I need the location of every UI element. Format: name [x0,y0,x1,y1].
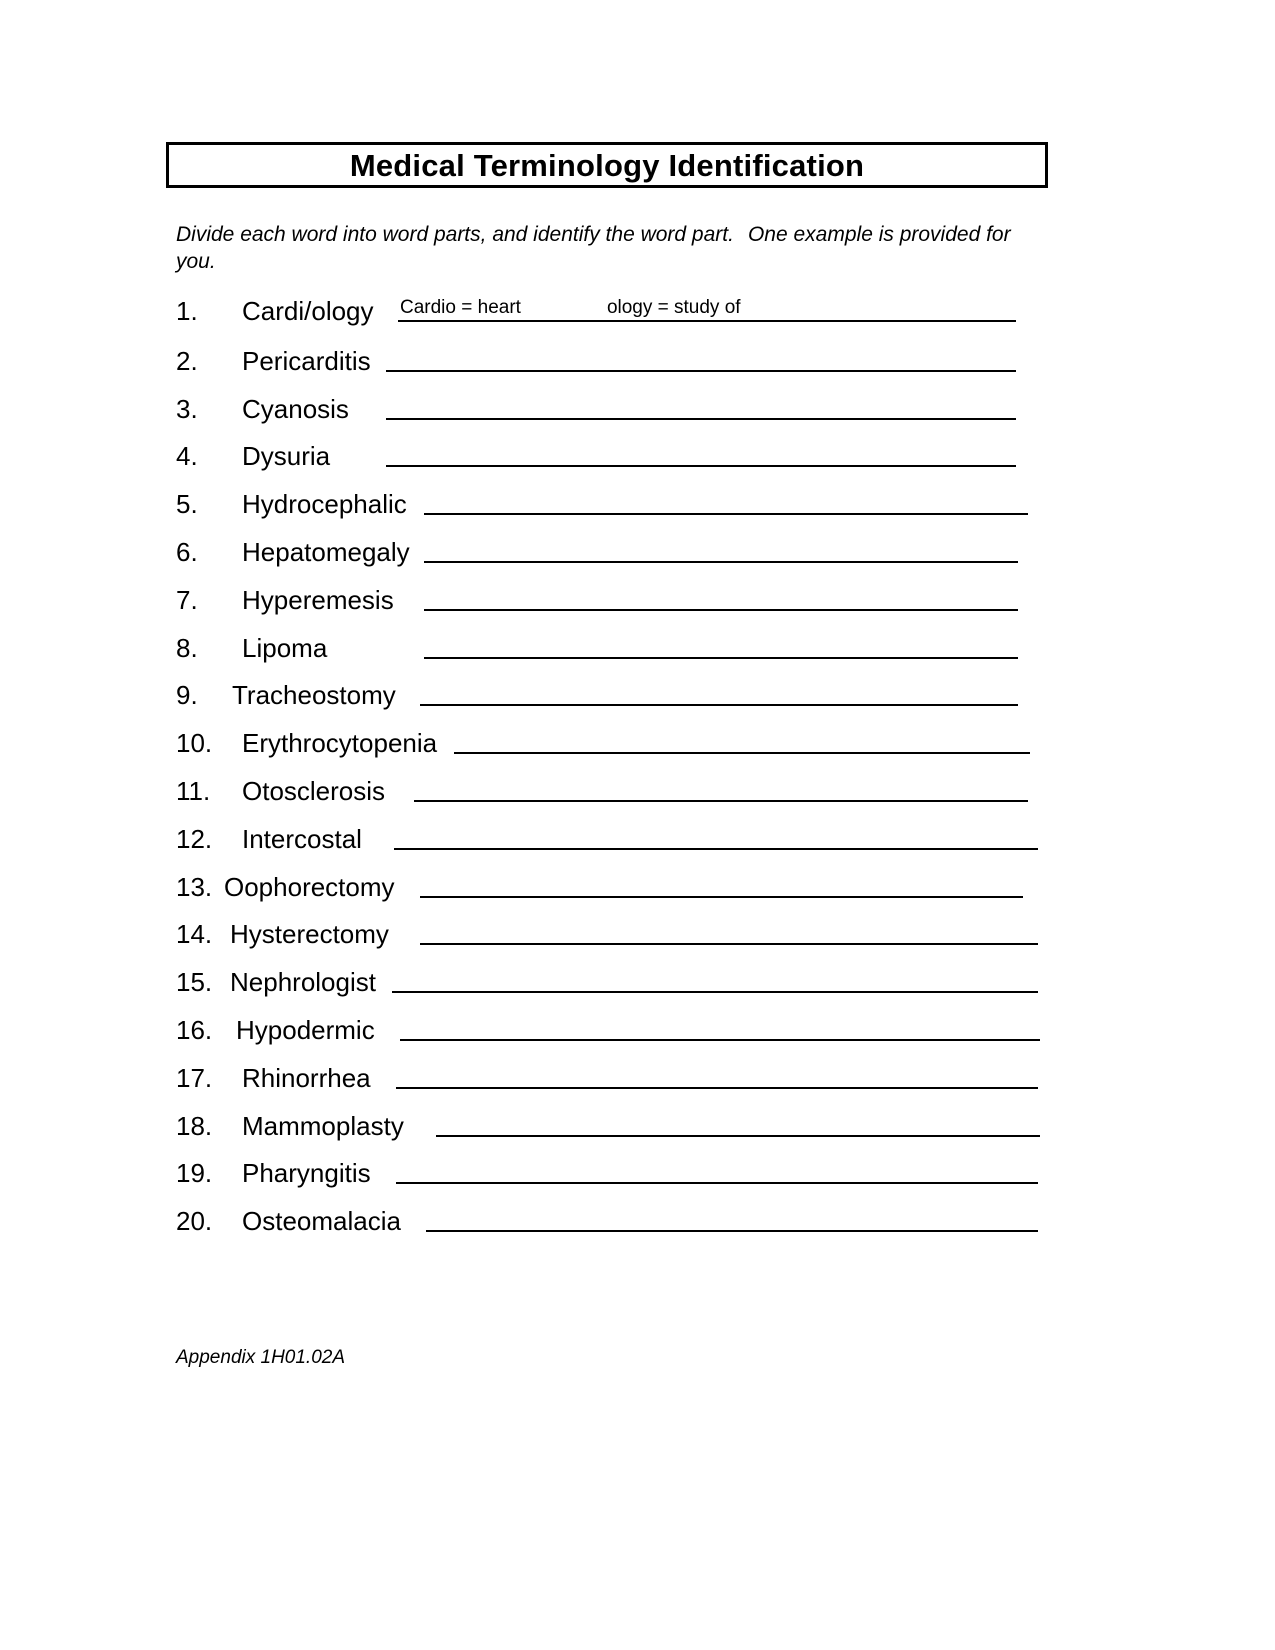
medical-term: Osteomalacia [242,1206,401,1237]
answer-line-blank[interactable] [392,965,1038,991]
medical-term: Mammoplasty [242,1110,404,1141]
item-number: 12. [176,823,213,854]
page-title: Medical Terminology Identification [349,147,865,183]
list-item [176,822,1056,870]
answer-word-part-2: ology = study of [606,297,741,318]
medical-term: Hypodermic [236,1014,375,1045]
answer-word-part-1: Cardio = heart [400,297,521,318]
list-item [176,535,1056,583]
answer-line-blank[interactable] [424,583,1018,609]
medical-term: Oophorectomy [224,871,395,902]
answer-text [400,297,741,319]
item-number: 7. [176,584,198,615]
answer-line-blank[interactable] [424,631,1018,657]
answer-line-blank[interactable] [426,1204,1038,1230]
answer-line-blank[interactable] [424,487,1028,513]
list-item [176,344,1056,392]
answer-line-blank[interactable] [420,870,1023,896]
answer-line-filled[interactable] [398,299,1016,320]
answer-line-blank[interactable] [420,917,1038,943]
item-number: 11. [176,775,211,806]
answer-line-blank[interactable] [386,344,1016,370]
item-number: 20. [176,1206,213,1237]
answer-line-blank[interactable] [396,1156,1038,1182]
medical-term: Lipoma [242,632,328,663]
terminology-list [176,296,1056,1252]
medical-term: Pericarditis [242,345,371,376]
answer-line-blank[interactable] [424,535,1018,561]
list-item [176,583,1056,631]
list-item [176,487,1056,535]
item-number: 18. [176,1110,213,1141]
list-item [176,870,1056,918]
list-item [176,774,1056,822]
answer-line-blank[interactable] [394,822,1038,848]
medical-term: Rhinorrhea [242,1062,371,1093]
item-number: 19. [176,1158,213,1189]
medical-term: Otosclerosis [242,775,386,806]
answer-line-blank[interactable] [454,726,1030,752]
item-number: 8. [176,632,198,663]
list-item [176,1109,1056,1157]
list-item [176,965,1056,1013]
answer-line-blank[interactable] [386,392,1016,418]
answer-line-blank[interactable] [400,1013,1040,1039]
item-number: 1. [176,296,198,326]
list-item [176,1156,1056,1204]
item-number: 6. [176,536,198,567]
item-number: 17. [176,1062,213,1093]
medical-term: Pharyngitis [242,1158,371,1189]
appendix-footer: Appendix 1H01.02A [176,1347,346,1368]
medical-term: Cyanosis [242,393,349,424]
answer-line-blank[interactable] [414,774,1028,800]
list-item [176,678,1056,726]
list-item [176,917,1056,965]
instructions-paragraph [176,221,1036,276]
medical-term: Intercostal [242,823,362,854]
item-number: 9. [176,680,198,711]
list-item [176,726,1056,774]
medical-term: Tracheostomy [232,680,396,711]
medical-term: Cardi/ology [242,296,374,326]
item-number: 14. [176,919,213,950]
list-item [176,296,1056,344]
list-item [176,1061,1056,1109]
item-number: 10. [176,728,213,759]
answer-line-blank[interactable] [386,439,1016,465]
medical-term: Hysterectomy [230,919,389,950]
instructions-sentence-2: One example is provided for you. [176,223,1011,274]
item-number: 13. [176,871,213,902]
item-number: 2. [176,345,198,376]
item-number: 15. [176,967,213,998]
medical-term: Dysuria [242,441,331,472]
item-number: 5. [176,489,198,520]
medical-term: Hydrocephalic [242,489,407,520]
item-number: 3. [176,393,198,424]
answer-line-blank[interactable] [420,678,1018,704]
list-item [176,1013,1056,1061]
list-item [176,439,1056,487]
answer-line-blank[interactable] [436,1109,1040,1135]
list-item [176,631,1056,679]
list-item [176,1204,1056,1252]
medical-term: Nephrologist [230,967,376,998]
instructions-sentence-1: Divide each word into word parts, and identify the word part. [176,223,734,246]
medical-term: Hepatomegaly [242,536,410,567]
item-number: 4. [176,441,198,472]
title-box [166,142,1048,188]
medical-term: Hyperemesis [242,584,394,615]
list-item [176,392,1056,440]
medical-term: Erythrocytopenia [242,728,438,759]
answer-line-blank[interactable] [396,1061,1038,1087]
item-number: 16. [176,1014,213,1045]
